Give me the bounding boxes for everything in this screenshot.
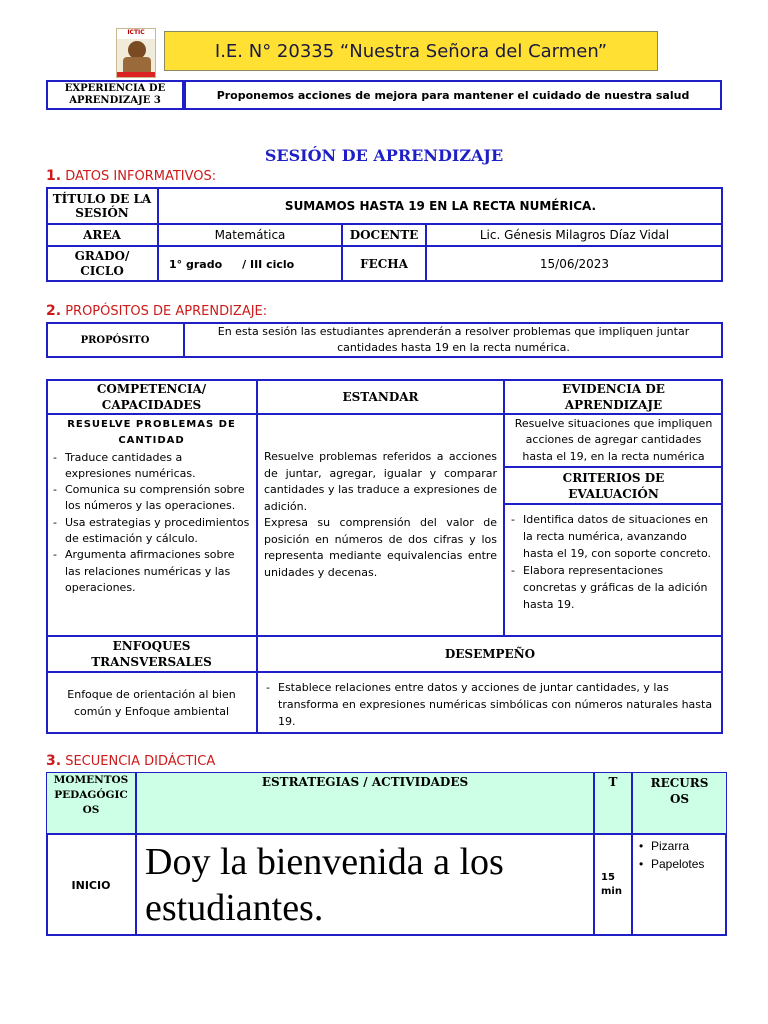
titulo-label: TÍTULO DE LA SESIÓN: [46, 187, 158, 224]
desempeno-cell: [257, 672, 723, 734]
docente-label: DOCENTE: [342, 224, 426, 246]
section3-heading: 3. SECUENCIA DIDÁCTICA: [46, 753, 216, 769]
list-item: - Argumenta afirmaciones sobre las relaciones numéricas y las operaciones.: [53, 547, 250, 596]
momento-inicio: INICIO: [46, 834, 136, 936]
list-item: • Papelotes: [637, 855, 724, 873]
recursos-list: [637, 837, 724, 873]
evidencia-cell: Resuelve situaciones que impliquen acciones de agregar cantidades hasta el 19, en la recta numérica: [504, 414, 723, 467]
estandar-text-2: Expresa su comprensión del valor de posición en números de dos cifras y los representa mediante equivalencias entre unidades y decenas.: [264, 516, 497, 579]
estrategia-inicio: Doy la bienvenida a los estudiantes.: [136, 834, 594, 936]
school-title: I.E. N° 20335 “Nuestra Señora del Carmen”: [214, 40, 608, 62]
estrategias-header: ESTRATEGIAS / ACTIVIDADES: [136, 772, 594, 834]
tiempo-header: T: [594, 772, 632, 834]
session-title: SESIÓN DE APRENDIZAJE: [264, 146, 504, 165]
school-logo: [116, 28, 156, 78]
competencia-title: RESUELVE PROBLEMAS DE CANTIDAD: [67, 419, 236, 447]
list-item: - Traduce cantidades a expresiones numéricas.: [53, 450, 250, 483]
list-item: - Comunica su comprensión sobre los números y las operaciones.: [53, 482, 250, 515]
enfoques-header: ENFOQUES TRANSVERSALES: [46, 636, 257, 672]
area-value: Matemática: [158, 224, 342, 246]
experience-label: EXPERIENCIA DE APRENDIZAJE 3: [46, 80, 184, 110]
school-title-box: [164, 31, 658, 71]
capacidades-list: [53, 450, 250, 597]
section2-heading: 2. PROPÓSITOS DE APRENDIZAJE:: [46, 303, 268, 319]
desempeno-text: - Establece relaciones entre datos y acciones de juntar cantidades, y las transforma en expresiones numéricas simbólicas con números naturales hasta 19.: [266, 679, 714, 730]
list-item: • Pizarra: [637, 837, 724, 855]
section1-heading: 1. DATOS INFORMATIVOS:: [46, 168, 217, 184]
area-label: AREA: [46, 224, 158, 246]
tiempo-inicio: 15 min: [594, 834, 632, 936]
desempeno-header: DESEMPEÑO: [257, 636, 723, 672]
list-item: - Identifica datos de situaciones en la recta numérica, avanzando hasta el 19, con soporte concreto.: [511, 511, 716, 562]
proposito-text: En esta sesión las estudiantes aprenderán a resolver problemas que impliquen juntar cantidades hasta 19 en la recta numérica.: [184, 322, 723, 358]
logo-text: ICTIC: [117, 29, 155, 39]
estandar-header: ESTANDAR: [257, 379, 504, 414]
fecha-value: 15/06/2023: [426, 246, 723, 282]
momentos-header: MOMENTOS PEDAGÓGICOS: [46, 772, 136, 834]
recursos-inicio: [632, 834, 727, 936]
enfoques-text: Enfoque de orientación al bien común y Enfoque ambiental: [46, 672, 257, 734]
titulo-value: SUMAMOS HASTA 19 EN LA RECTA NUMÉRICA.: [158, 187, 723, 224]
capacidades-cell: [46, 414, 257, 636]
criterios-cell: [504, 504, 723, 636]
criterios-header: CRITERIOS DE EVALUACIÓN: [504, 467, 723, 504]
evidencia-header: EVIDENCIA DE APRENDIZAJE: [504, 379, 723, 414]
criterios-list: [511, 511, 716, 613]
list-item: - Elabora representaciones concretas y gráficas de la adición hasta 19.: [511, 562, 716, 613]
proposito-label: PROPÓSITO: [46, 322, 184, 358]
docente-value: Lic. Génesis Milagros Díaz Vidal: [426, 224, 723, 246]
fecha-label: FECHA: [342, 246, 426, 282]
estandar-text-1: Resuelve problemas referidos a acciones de juntar, agregar, igualar y comparar cantidades y las traduce a expresiones de adición.: [264, 450, 497, 513]
list-item: - Usa estrategias y procedimientos de estimación y cálculo.: [53, 515, 250, 548]
experience-text: Proponemos acciones de mejora para mantener el cuidado de nuestra salud: [184, 80, 722, 110]
recursos-header: RECURSOS: [632, 772, 727, 834]
competencia-header: COMPETENCIA/ CAPACIDADES: [46, 379, 257, 414]
estandar-cell: [257, 414, 504, 636]
grado-label: GRADO/ CICLO: [46, 246, 158, 282]
grado-value: 1° grado / III ciclo: [158, 246, 342, 282]
